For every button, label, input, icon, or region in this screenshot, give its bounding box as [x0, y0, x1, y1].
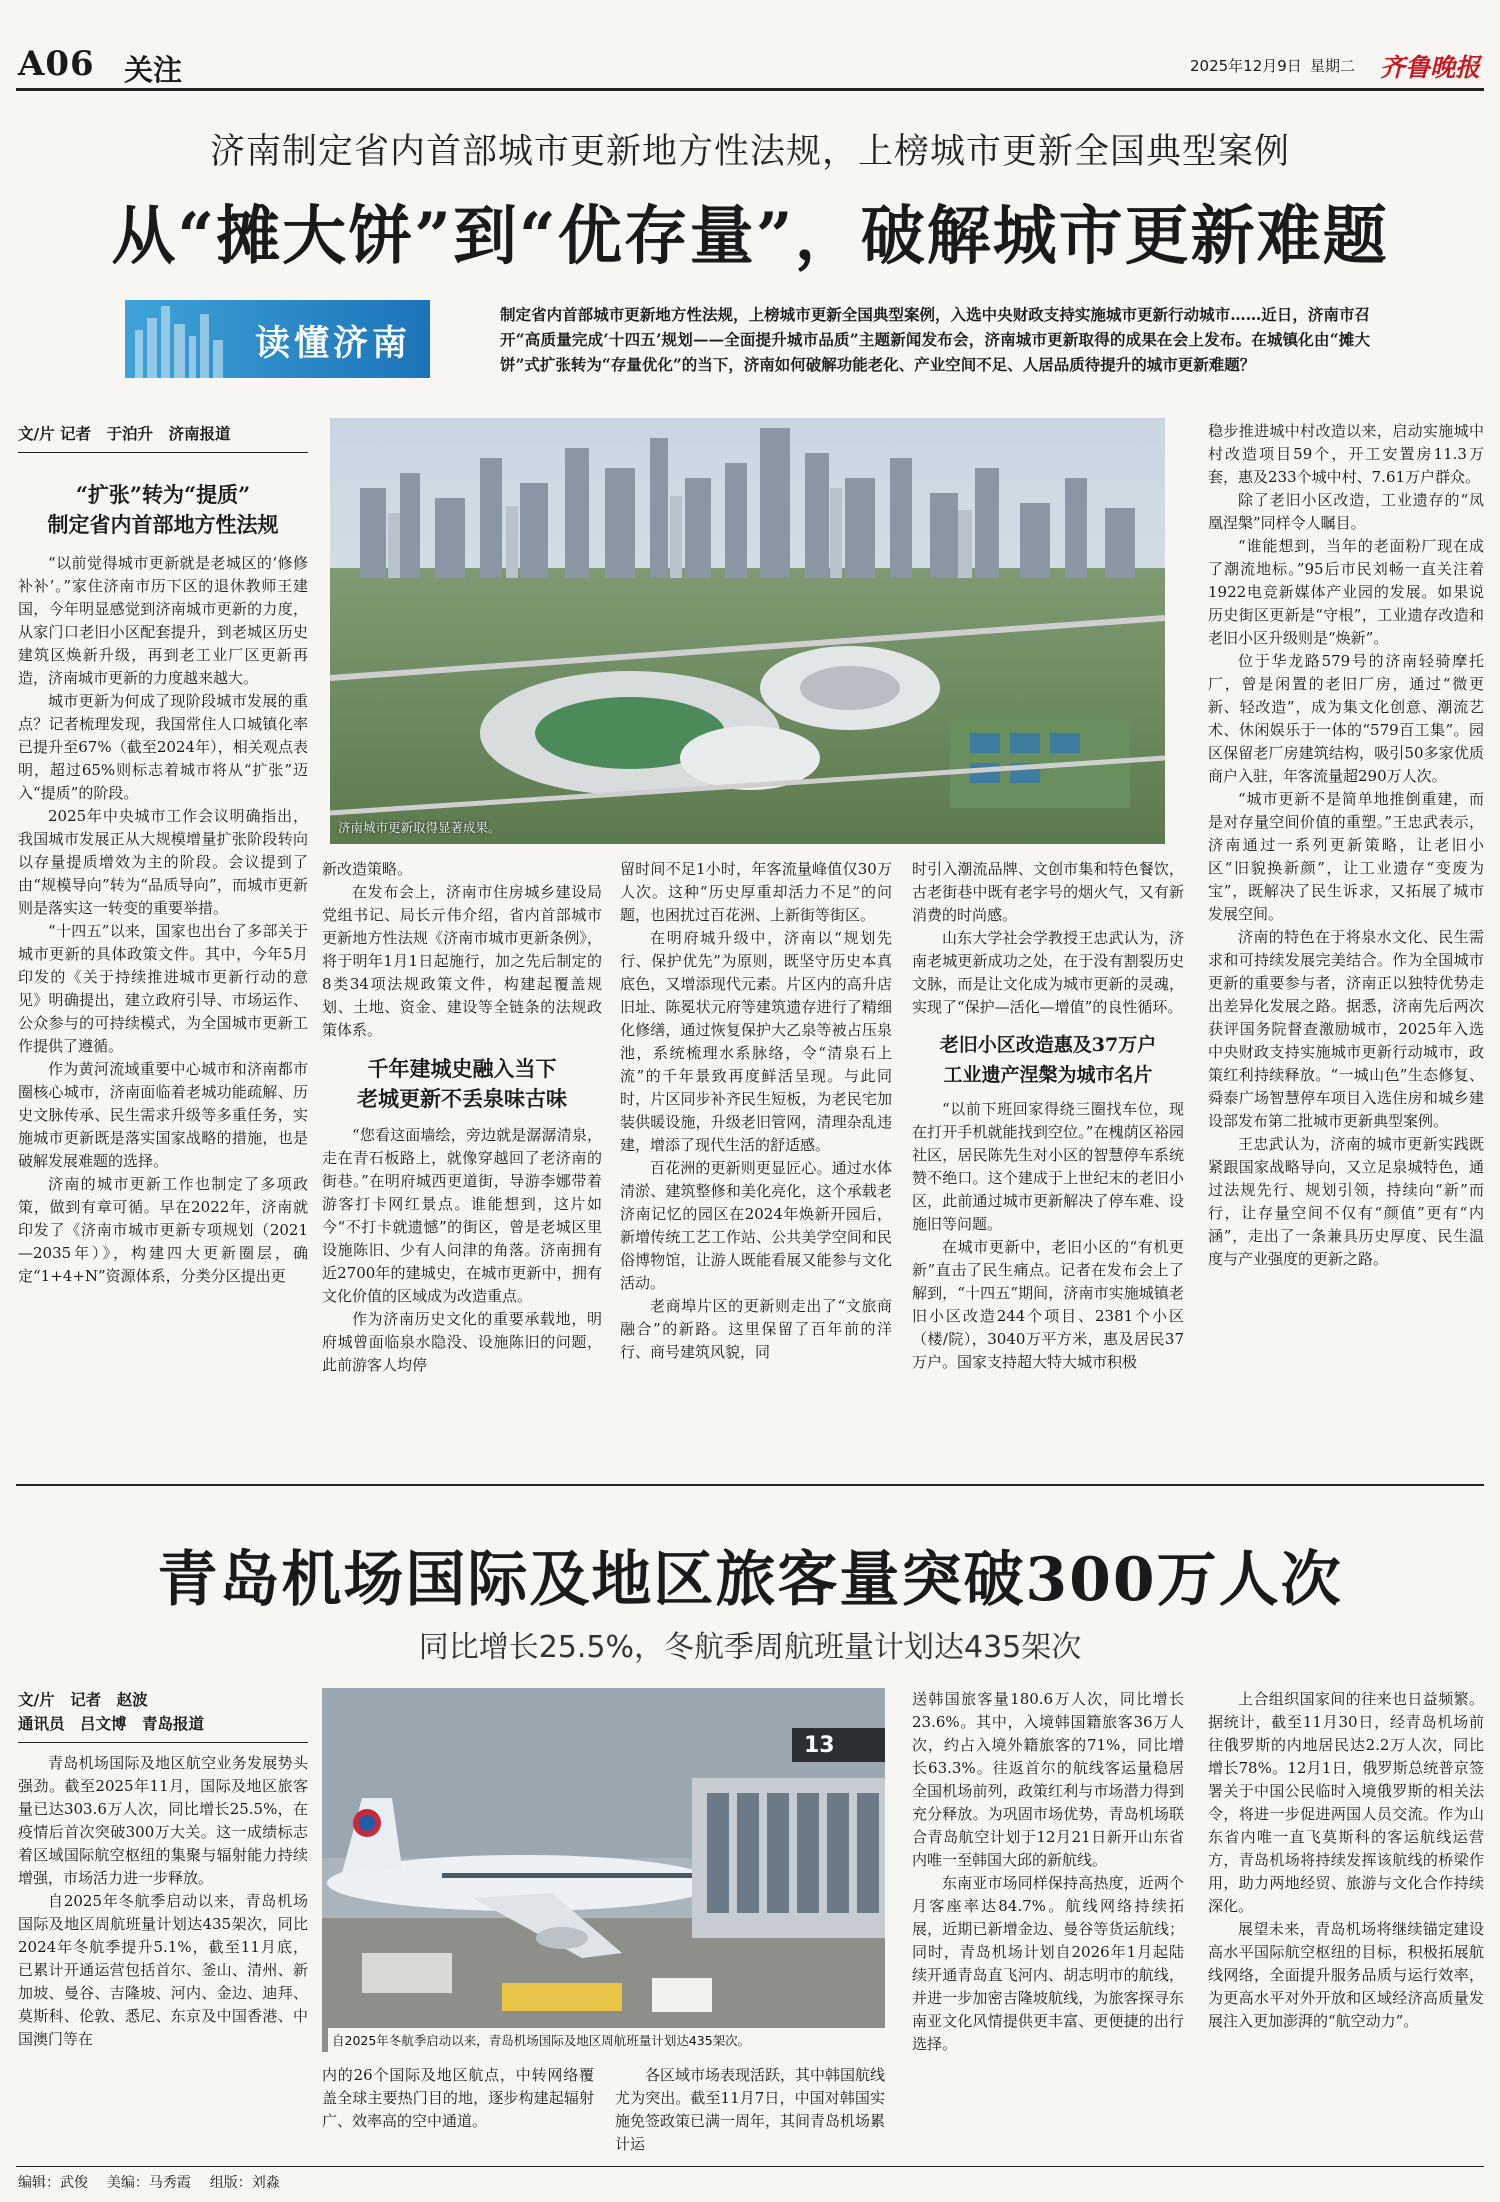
paragraph: 时引入潮流品牌、文创市集和特色餐饮，古老街巷中既有老字号的烟火气，又有新消费的时尚感。: [912, 860, 1184, 924]
section-label: 关注: [124, 53, 183, 87]
paragraph: 各区域市场表现活跃，其中韩国航线尤为突出。截至11月7日，中国对韩国实施免签政策已满一周年，其间青岛机场累计运: [615, 2066, 886, 2153]
gate-number: 13: [804, 1733, 835, 1758]
paragraph: 除了老旧小区改造，工业遗存的“凤凰涅槃”同样令人瞩目。: [1208, 491, 1484, 532]
subhead-line: “扩张”转为“提质”: [75, 482, 251, 507]
story1-kicker: 济南制定省内首部城市更新地方性法规，上榜城市更新全国典型案例: [209, 132, 1290, 172]
story1-headline: 从“摊大饼”到“优存量”，破解城市更新难题: [111, 199, 1389, 274]
paragraph: “您看这面墙绘，旁边就是潺潺清泉，走在青石板路上，就像穿越回了老济南的街巷。”在明府城西更道街，导游李娜带着游客打卡网红景点。谁能想到，这片如今“不打卡就遗憾”的街区，曾是老城区里设施陈旧、少有人问津的角落。济南拥有近2700年的建城史，在城市更新中，拥有文化价值的区域成为改造重点。: [322, 1126, 602, 1305]
paragraph: 青岛机场国际及地区航空业务发展势头强劲。截至2025年11月，国际及地区旅客量已达303.6万人次，同比增长25.5%，在疫情后首次突破300万大关。这一成绩标志着区域国际航空枢纽的集聚与辐射能力持续增强，市场活力进一步释放。: [18, 1754, 308, 1887]
paragraph: 作为黄河流域重要中心城市和济南都市圈核心城市，济南面临着老城功能疏解、历史文脉传承、民生需求升级等多重任务，实施城市更新既是落实国家战略的措施，也是破解发展难题的选择。: [18, 1060, 308, 1170]
story2-headline: 青岛机场国际及地区旅客量突破300万人次: [157, 1545, 1343, 1615]
story1-column-5: [1208, 420, 1484, 1464]
paragraph: 城市更新为何成了现阶段城市发展的重点？记者梳理发现，我国常住人口城镇化率已提升至67%（截至2024年），相关观点表明，超过65%则标志着城市将从“扩张”迈入“提质”的阶段。: [18, 692, 308, 802]
paragraph: 稳步推进城中村改造以来，启动实施城中村改造项目59个，开工安置房11.3万套，惠及233个城中村、7.61万户群众。: [1208, 422, 1484, 486]
paragraph: 自2025年冬航季启动以来，青岛机场国际及地区周航班量计划达435架次，同比2024年冬航季提升5.1%，截至11月底，已累计开通运营包括首尔、釜山、清州、新加坡、曼谷、吉隆坡、河内、金边、迪拜、莫斯科、伦敦、悉尼、东京及中国香港、中国澳门等在: [18, 1892, 308, 2048]
story2-column-3: [615, 2064, 885, 2156]
story1-column-1: [18, 552, 308, 1464]
story2-column-2: [322, 2064, 594, 2133]
paragraph: 位于华龙路579号的济南轻骑摩托厂，曾是闲置的老旧厂房，通过“微更新、轻改造”，成为集文化创意、潮流艺术、休闲娱乐于一体的“579百工集”。园区保留老厂房建筑结构，吸引50多家优质商户入驻，年客流量超290万人次。: [1208, 652, 1484, 785]
page-number: A06: [18, 44, 95, 84]
paragraph: “以前觉得城市更新就是老城区的‘修修补补’。”家住济南市历下区的退休教师王建国，今年明显感觉到济南城市更新的力度，从家门口老旧小区配套提升，到老城区历史建筑区焕新升级，再到老工业厂区更新再造，济南城市更新的力度越来越大。: [18, 554, 308, 687]
story2-byline: [18, 1688, 308, 1736]
subhead-line: 工业遗产涅槃为城市名片: [943, 1064, 1153, 1086]
designer-credit: 美编：马秀霞: [106, 2175, 191, 2191]
story1-column-2b: [322, 1124, 602, 1464]
paragraph: 济南的特色在于将泉水文化、民生需求和可持续发展完美结合。作为全国城市更新的重要参与者，济南正以独特优势走出差异化发展之路。据悉，济南先后两次获评国务院督查激励城市，2025年入选中央财政支持实施城市更新行动城市，政策红利持续释放。“一城山色”生态修复、舜泰广场智慧停车项目入选住房和城乡建设部发布第二批城市更新典型案例。: [1208, 928, 1484, 1130]
masthead-logo: 齐鲁晚报: [1380, 53, 1481, 82]
paragraph: 作为济南历史文化的重要承载地，明府城曾面临泉水隐没、设施陈旧的问题，此前游客人均停: [322, 1310, 602, 1374]
subhead-expansion: [18, 480, 308, 540]
issue-weekday: 星期二: [1310, 57, 1356, 75]
photo-caption: 自2025年冬航季启动以来，青岛机场国际及地区周航班量计划达435架次。: [328, 2028, 885, 2052]
story1-lede: 制定省内首部城市更新地方性法规，上榜城市更新全国典型案例，入选中央财政支持实施城市更新行动城市……近日，济南市召开“高质量完成‘十四五’规划——全面提升城市品质”主题新闻发布会，济南城市更新取得的成果在会上发布。在城镇化由“摊大饼”式扩张转为“存量优化”的当下，济南如何破解功能老化、产业空间不足、人居品质待提升的城市更新难题？: [500, 305, 1370, 374]
column-badge-label: 读懂济南: [255, 324, 412, 364]
story2-column-4: [912, 1688, 1184, 2158]
photo-caption: 济南城市更新取得显著成果。: [338, 820, 501, 835]
paragraph: 内的26个国际及地区航点，中转网络覆盖全球主要热门目的地，逐步构建起辐射广、效率高的空中通道。: [322, 2066, 594, 2130]
paragraph: 留时间不足1小时，年客流量峰值仅30万人次。这种“历史厚重却活力不足”的问题，也困扰过百花洲、上新街等街区。: [620, 860, 892, 924]
story-divider: [16, 1484, 1484, 1486]
byline-rule: [18, 1742, 308, 1743]
paragraph: 济南的城市更新工作也制定了多项政策，做到有章可循。早在2022年，济南就印发了《济南市城市更新专项规划（2021—2035年）》，构建四大更新圈层，确定“1+4+N”资源体系，分类分区提出更: [18, 1175, 308, 1285]
paragraph: 山东大学社会学教授王忠武认为，济南老城更新成功之处，在于没有割裂历史文脉，而是让文化成为城市更新的灵魂，实现了“保护—活化—增值”的良性循环。: [912, 929, 1184, 1016]
paragraph: 老商埠片区的更新则走出了“文旅商融合”的新路。这里保留了百年前的洋行、商号建筑风貌，同: [620, 1297, 892, 1361]
column-badge: [125, 300, 430, 378]
airport-photo: [322, 1688, 885, 2052]
issue-date: 2025年12月9日: [1190, 57, 1302, 75]
story1-column-4b: [912, 1098, 1184, 1464]
paragraph: 展望未来，青岛机场将继续锚定建设高水平国际航空枢纽的目标，积极拓展航线网络，全面提升服务品质与运行效率，为更高水平对外开放和区域经济高质量发展注入更加澎湃的“航空动力”。: [1208, 1920, 1484, 2030]
story1-byline: 文/片 记者 于泊升 济南报道: [18, 425, 231, 443]
story1-column-4: [912, 858, 1184, 1019]
jinan-aerial-photo: [330, 418, 1165, 844]
paragraph: 新改造策略。: [322, 860, 413, 878]
paragraph: 在明府城升级中，济南以“规划先行、保护优先”为原则，既坚守历史本真底色，又增添现代元素。片区内的高升店旧址、陈冕状元府等建筑遗存进行了精细化修缮，通过恢复保护大乙泉等被占压泉池，系统梳理水系脉络，令“清泉石上流”的千年景致再度鲜活呈现。与此同时，片区同步补齐民生短板，为老民宅加装供暖设施，升级老旧管网，清理杂乱违建，增添了现代生活的舒适感。: [620, 929, 892, 1154]
story1-column-3: [620, 858, 892, 1464]
subhead-line: 制定省内首部地方性法规: [47, 512, 279, 537]
editor-credit: 编辑：武俊: [18, 2175, 88, 2191]
story2-column-5: [1208, 1688, 1484, 2158]
footer-credits: [18, 2172, 280, 2192]
byline-line: 通讯员 吕文博 青岛报道: [18, 1715, 205, 1733]
footer-rule: [16, 2166, 1484, 2167]
subhead-history: [322, 1054, 602, 1114]
paragraph: 东南亚市场同样保持高热度，近两个月客座率达84.7%。航线网络持续拓展，近期已新增金边、曼谷等货运航线；同时，青岛机场计划自2026年1月起陆续开通青岛直飞河内、胡志明市的航线，并进一步加密吉隆坡航线，为旅客探寻东南亚文化风情提供更丰富、更便捷的出行选择。: [912, 1874, 1184, 2053]
byline-line: 文/片 记者 赵波: [18, 1691, 148, 1709]
header-rule: [16, 88, 1484, 91]
story2-subtitle: 同比增长25.5%，冬航季周航班量计划达435架次: [418, 1630, 1082, 1665]
paragraph: 在发布会上，济南市住房城乡建设局党组书记、局长亓伟介绍，省内首部城市更新地方性法规《济南市城市更新条例》，将于明年1月1日起施行，加之先后制定的8类34项法规政策文件，构建起覆盖规划、土地、资金、建设等全链条的法规政策体系。: [322, 883, 602, 1039]
story2-column-1: [18, 1752, 308, 2157]
story1-column-2: [322, 858, 602, 1042]
subhead-renovation: [912, 1030, 1184, 1090]
paragraph: 百花洲的更新则更显匠心。通过水体清淤、建筑整修和美化亮化，这个承载老济南记忆的园区在2024年焕新开园后，新增传统工艺工作站、公共美学空间和民俗博物馆，让游人既能看展又能参与文化活动。: [620, 1159, 892, 1292]
subhead-line: 老城更新不丢泉味古味: [357, 1086, 567, 1111]
paragraph: “以前下班回家得绕三圈找车位，现在打开手机就能找到空位。”在槐荫区裕园社区，居民陈先生对小区的智慧停车系统赞不绝口。这个建成于上世纪末的老旧小区，此前通过城市更新解决了停车难、设施旧等问题。: [912, 1100, 1184, 1233]
subhead-line: 老旧小区改造惠及37万户: [939, 1034, 1157, 1056]
paragraph: 上合组织国家间的往来也日益频繁。据统计，截至11月30日，经青岛机场前往俄罗斯的内地居民达2.2万人次，同比增长78%。12月1日，俄罗斯总统普京签署关于中国公民临时入境俄罗斯的相关法令，将进一步促进两国人员交流。作为山东省内唯一直飞莫斯科的客运航线运营方，青岛机场将持续发挥该航线的桥梁作用，助力两地经贸、旅游与文化合作持续深化。: [1208, 1690, 1484, 1915]
jinan-aerial-illustration: [330, 418, 1165, 844]
byline-rule: [18, 452, 308, 453]
layout-credit: 组版：刘淼: [209, 2175, 280, 2191]
paragraph: 送韩国旅客量180.6万人次，同比增长23.6%。其中，入境韩国籍旅客36万人次，约占入境外籍旅客的71%，同比增长63.3%。往返首尔的航线客运量稳居全国机场前列，政策红利与市场潜力得到充分释放。为巩固市场优势，青岛机场联合青岛航空计划于12月21日新开山东省内唯一至韩国大邱的新航线。: [912, 1690, 1184, 1869]
paragraph: 2025年中央城市工作会议明确指出，我国城市发展正从大规模增量扩张阶段转向以存量提质增效为主的阶段。会议提到了由“规模导向”转为“品质导向”，而城市更新则是落实这一转变的重要举措。: [18, 807, 308, 917]
airport-illustration: [322, 1688, 885, 2052]
paragraph: “城市更新不是简单地推倒重建，而是对存量空间价值的重塑。”王忠武表示，济南通过一系列更新策略，让老旧小区“旧貌换新颜”，让工业遗存“变废为宝”，既解决了民生诉求，又拓展了城市发展空间。: [1208, 790, 1484, 923]
paragraph: “十四五”以来，国家也出台了多部关于城市更新的具体政策文件。其中，今年5月印发的《关于持续推进城市更新行动的意见》明确提出，建立政府引导、市场运作、公众参与的可持续模式，为全国城市更新工作提供了遵循。: [18, 922, 308, 1055]
paragraph: 在城市更新中，老旧小区的“有机更新”直击了民生痛点。记者在发布会上了解到，“十四五”期间，济南市实施城镇老旧小区改造244个项目、2381个小区（楼/院），3040万平方米，惠及居民37万户。国家支持超大特大城市积极: [912, 1238, 1184, 1371]
paragraph: 王忠武认为，济南的城市更新实践既紧跟国家战略导向，又立足泉城特色，通过法规先行、规划引领，持续向“新”而行，让存量空间不仅有“颜值”更有“内涵”，走出了一条兼具历史厚度、民生温度与产业强度的更新之路。: [1208, 1135, 1484, 1268]
subhead-line: 千年建城史融入当下: [367, 1056, 557, 1081]
paragraph: “谁能想到，当年的老面粉厂现在成了潮流地标。”95后市民刘畅一直关注着1922电竞新媒体产业园的发展。如果说历史街区更新是“守根”，工业遗存改造和老旧小区升级则是“焕新”。: [1208, 537, 1484, 647]
